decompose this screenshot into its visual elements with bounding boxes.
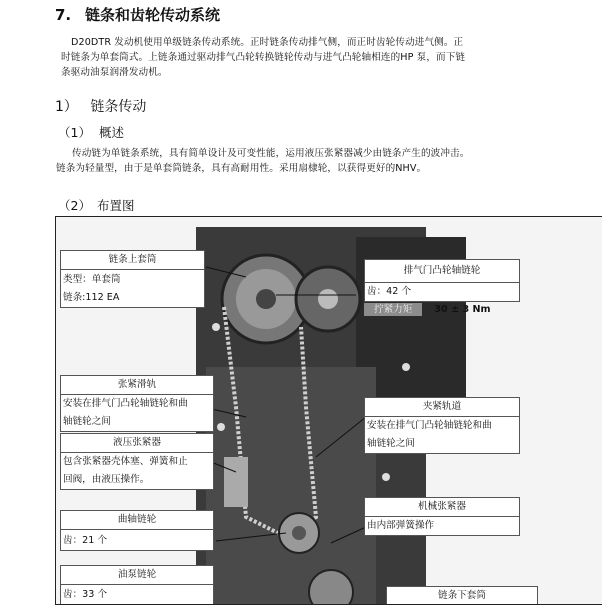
layout-diagram <box>55 216 602 605</box>
label-line: 由内部弹簧操作 <box>367 520 435 531</box>
overview-line: 传动链为单链条系统，具有简单设计及可变性能，运用液压张紧器减少由链条产生的波冲击。 <box>72 148 470 159</box>
label-line: 安装在排气门凸轮轴链轮和曲 <box>367 420 492 431</box>
label-line: 齿：42 个 <box>367 286 412 297</box>
layout-heading <box>58 196 134 214</box>
label-title: 链条上套筒 <box>61 251 204 270</box>
label-line: 安装在排气门凸轮轴链轮和曲 <box>63 398 188 409</box>
overview-line: 链条为轻量型，由于是单套筒链条，具有高耐用性。采用扇棣轮，以获得更好的NHV。 <box>56 163 427 174</box>
intro-paragraph <box>61 35 465 80</box>
torque-spec <box>364 301 491 315</box>
oil-pump-sprocket <box>309 570 353 604</box>
section-heading <box>55 4 220 25</box>
label-title: 夹紧轨道 <box>365 398 519 417</box>
torque-label: 拧紧力矩 <box>364 303 422 316</box>
section-title: 链条和齿轮传动系统 <box>85 6 221 24</box>
label-line: 类型：单套筒 <box>63 274 121 285</box>
label-title: 曲轴链轮 <box>61 511 213 530</box>
overview-number: （1） <box>58 125 91 140</box>
label-tension-rail <box>60 375 214 432</box>
label-crank-sprocket <box>60 510 214 551</box>
label-oil-pump-sprocket <box>60 565 214 605</box>
intro-line: 条驱动油泵润滑发动机。 <box>61 67 168 78</box>
label-hydraulic-tensioner <box>60 433 214 490</box>
overview-paragraph <box>56 146 469 176</box>
label-line: 齿：21 个 <box>63 535 108 546</box>
label-line: 回阀，由液压操作。 <box>63 474 150 485</box>
label-title: 油泵链轮 <box>61 566 213 585</box>
label-title: 张紧滑轨 <box>61 376 213 395</box>
label-line: 轴链轮之间 <box>367 438 415 449</box>
label-mech-tensioner <box>364 497 520 536</box>
hydraulic-tensioner-body <box>224 457 248 507</box>
subsection-title: 链条传动 <box>90 99 147 115</box>
section-number: 7. <box>55 6 72 24</box>
label-line: 包含张紧器壳体塞、弹簧和止 <box>63 456 188 467</box>
layout-number: （2） <box>58 198 91 213</box>
layout-title: 布置图 <box>96 198 135 213</box>
label-line: 轴链轮之间 <box>63 416 111 427</box>
label-exhaust-sprocket <box>364 259 520 302</box>
label-title: 液压张紧器 <box>61 434 213 453</box>
subsection-heading <box>55 96 146 116</box>
subsection-number: 1） <box>55 99 78 115</box>
overview-title: 概述 <box>98 125 124 140</box>
label-line: 齿：33 个 <box>63 589 108 600</box>
label-title: 排气门凸轮轴链轮 <box>365 260 519 283</box>
label-title: 机械张紧器 <box>365 498 519 517</box>
overview-heading <box>58 123 124 141</box>
torque-value: 30 ± 3 Nm <box>434 304 491 315</box>
label-title: 链条下套筒 <box>387 587 537 605</box>
label-upper-chain <box>60 250 205 308</box>
label-clamp-rail <box>364 397 520 454</box>
label-line: 链条:112 EA <box>63 292 120 303</box>
intro-line: D20DTR 发动机使用单级链条传动系统。正时链条传动排气侧，而正时齿轮传动进气侧。正 <box>71 37 464 48</box>
intro-line: 时链条为单套筒式。上链条通过驱动排气凸轮转换链轮传动与进气凸轮轴相连的HP 泵，而下链 <box>61 52 466 63</box>
label-lower-chain <box>386 586 538 605</box>
